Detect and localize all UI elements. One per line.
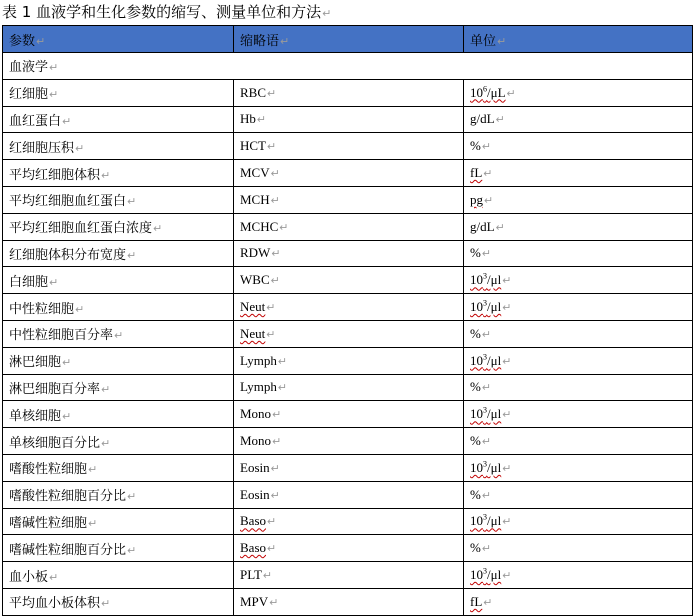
paragraph-mark-icon: ↵ <box>483 168 493 181</box>
parameter-name: 平均红细胞血红蛋白浓度 <box>9 221 153 237</box>
abbreviation-cell <box>234 481 464 508</box>
paragraph-mark-icon: ↵ <box>506 87 516 100</box>
unit-base: g/dL <box>470 218 495 234</box>
paragraph-mark-icon: ↵ <box>127 490 137 504</box>
unit-exponent: 3 <box>483 298 487 308</box>
abbreviation: Mono <box>240 406 272 422</box>
table-row <box>3 320 693 347</box>
parameter-name: 嗜碱性粒细胞百分比 <box>9 542 127 558</box>
unit-exponent: 3 <box>483 513 487 523</box>
abbreviation: Eosin <box>240 459 270 475</box>
parameters-table <box>2 25 693 616</box>
abbreviation-cell <box>234 106 464 133</box>
unit <box>470 379 481 394</box>
parameter-cell <box>3 240 234 267</box>
unit-base: pg <box>470 191 483 207</box>
parameter-cell <box>3 347 234 374</box>
abbreviation: HCT <box>240 138 266 154</box>
unit <box>470 138 481 153</box>
parameter-cell <box>3 374 234 401</box>
table-row <box>3 374 693 401</box>
parameter-name: 嗜酸性粒细胞 <box>9 462 88 478</box>
paragraph-mark-icon: ↵ <box>495 221 505 234</box>
paragraph-mark-icon: ↵ <box>481 328 492 341</box>
table-row <box>3 535 693 562</box>
parameter-name: 淋巴细胞 <box>9 355 62 371</box>
unit-cell <box>464 106 693 133</box>
unit-base: % <box>470 245 481 261</box>
unit-base: 10 <box>470 406 483 422</box>
paragraph-mark-icon: ↵ <box>266 302 276 315</box>
parameter-name: 血红蛋白 <box>9 113 62 129</box>
paragraph-mark-icon: ↵ <box>49 88 59 102</box>
paragraph-mark-icon: ↵ <box>114 329 124 343</box>
parameter-cell <box>3 454 234 481</box>
unit-cell <box>464 588 693 615</box>
parameter-cell <box>3 401 234 428</box>
unit-base: % <box>470 540 481 556</box>
paragraph-mark-icon: ↵ <box>262 570 273 583</box>
unit-exponent: 3 <box>483 352 487 362</box>
unit-cell <box>464 454 693 481</box>
unit <box>470 406 501 421</box>
abbreviation-cell <box>234 508 464 535</box>
abbreviation-cell <box>234 535 464 562</box>
unit-base: 10 <box>470 567 483 583</box>
unit-base: 10 <box>470 84 483 100</box>
unit-suffix: /μL <box>487 84 506 100</box>
unit-suffix: /μl <box>487 352 502 368</box>
abbreviation-cell <box>234 213 464 240</box>
unit-cell <box>464 535 693 562</box>
paragraph-mark-icon: ↵ <box>36 34 46 48</box>
section-row-hematology <box>3 53 693 80</box>
paragraph-mark-icon: ↵ <box>280 34 290 48</box>
table-row <box>3 267 693 294</box>
unit <box>470 487 481 502</box>
unit <box>470 326 481 341</box>
unit-base: fL <box>470 165 483 181</box>
unit-cell <box>464 508 693 535</box>
header-cell-abbreviation: 缩略语↵ <box>234 26 464 53</box>
abbreviation-cell <box>234 374 464 401</box>
paragraph-mark-icon: ↵ <box>502 409 512 422</box>
paragraph-mark-icon: ↵ <box>271 248 281 261</box>
paragraph-mark-icon: ↵ <box>101 436 111 450</box>
unit-base: % <box>470 138 481 154</box>
abbreviation: MCHC <box>240 218 279 234</box>
abbreviation: MPV <box>240 593 269 609</box>
paragraph-mark-icon: ↵ <box>88 516 98 530</box>
parameter-cell <box>3 267 234 294</box>
abbreviation-cell <box>234 588 464 615</box>
table-row <box>3 562 693 589</box>
paragraph-mark-icon: ↵ <box>62 356 72 370</box>
unit-cell <box>464 320 693 347</box>
parameter-cell <box>3 588 234 615</box>
paragraph-mark-icon: ↵ <box>502 275 512 288</box>
paragraph-mark-icon: ↵ <box>502 462 512 475</box>
abbreviation: Hb <box>240 111 256 127</box>
abbreviation: Eosin <box>240 486 270 502</box>
paragraph-mark-icon: ↵ <box>502 302 512 315</box>
parameter-name: 中性粒细胞 <box>9 301 75 317</box>
paragraph-mark-icon: ↵ <box>502 516 512 529</box>
paragraph-mark-icon: ↵ <box>49 275 59 289</box>
parameter-cell <box>3 508 234 535</box>
parameter-cell <box>3 213 234 240</box>
unit-base: 10 <box>470 299 483 315</box>
unit-cell <box>464 186 693 213</box>
parameter-name: 红细胞 <box>9 87 49 103</box>
unit-cell <box>464 294 693 321</box>
paragraph-mark-icon: ↵ <box>322 7 332 20</box>
parameter-name: 红细胞压积 <box>9 140 75 156</box>
unit-cell <box>464 267 693 294</box>
abbreviation: Mono <box>240 433 272 449</box>
unit-base: % <box>470 325 481 341</box>
paragraph-mark-icon: ↵ <box>481 382 492 395</box>
paragraph-mark-icon: ↵ <box>279 221 289 234</box>
paragraph-mark-icon: ↵ <box>267 141 277 154</box>
unit-cell <box>464 428 693 455</box>
header-cell-unit: 单位↵ <box>464 26 693 53</box>
paragraph-mark-icon: ↵ <box>277 382 288 395</box>
abbreviation-cell <box>234 160 464 187</box>
paragraph-mark-icon: ↵ <box>277 355 288 368</box>
paragraph-mark-icon: ↵ <box>270 489 280 502</box>
abbreviation-cell <box>234 428 464 455</box>
abbreviation-cell <box>234 186 464 213</box>
unit <box>470 85 506 100</box>
parameter-name: 白细胞 <box>9 274 49 290</box>
paragraph-mark-icon: ↵ <box>481 489 492 502</box>
paragraph-mark-icon: ↵ <box>483 596 493 609</box>
unit-base: 10 <box>470 513 483 529</box>
abbreviation: Lymph <box>240 352 277 368</box>
abbreviation: Neut <box>240 325 266 341</box>
paragraph-mark-icon: ↵ <box>269 596 279 609</box>
unit <box>470 567 501 582</box>
unit-base: 10 <box>470 352 483 368</box>
table-row <box>3 401 693 428</box>
paragraph-mark-icon: ↵ <box>270 194 280 207</box>
paragraph-mark-icon: ↵ <box>49 61 59 75</box>
table-row <box>3 186 693 213</box>
paragraph-mark-icon: ↵ <box>101 382 111 396</box>
paragraph-mark-icon: ↵ <box>267 543 277 556</box>
parameter-name: 淋巴细胞百分率 <box>9 381 101 397</box>
paragraph-mark-icon: ↵ <box>267 516 277 529</box>
unit-cell <box>464 160 693 187</box>
abbreviation-cell <box>234 454 464 481</box>
paragraph-mark-icon: ↵ <box>481 436 492 449</box>
paragraph-mark-icon: ↵ <box>270 275 280 288</box>
unit-exponent: 6 <box>483 84 487 94</box>
unit-base: % <box>470 379 481 395</box>
header-cell-parameter: 参数↵ <box>3 26 234 53</box>
parameter-cell <box>3 428 234 455</box>
parameter-name: 中性粒细胞百分率 <box>9 328 114 344</box>
unit <box>470 513 501 528</box>
parameter-name: 单核细胞百分比 <box>9 435 101 451</box>
unit-suffix: /μl <box>487 513 502 529</box>
parameter-cell <box>3 186 234 213</box>
paragraph-mark-icon: ↵ <box>256 114 267 127</box>
parameter-name: 嗜酸性粒细胞百分比 <box>9 489 127 505</box>
unit <box>470 353 501 368</box>
unit <box>470 111 495 126</box>
unit-suffix: /μl <box>487 459 502 475</box>
paragraph-mark-icon: ↵ <box>75 141 85 155</box>
table-row <box>3 508 693 535</box>
unit-base: g/dL <box>470 111 495 127</box>
unit <box>470 219 495 234</box>
abbreviation-cell <box>234 401 464 428</box>
unit-base: fL <box>470 593 483 609</box>
table-row <box>3 294 693 321</box>
table-row <box>3 454 693 481</box>
unit-base: 10 <box>470 272 483 288</box>
paragraph-mark-icon: ↵ <box>481 543 492 556</box>
paragraph-mark-icon: ↵ <box>49 570 59 584</box>
unit <box>470 299 501 314</box>
table-row <box>3 481 693 508</box>
unit <box>470 460 501 475</box>
abbreviation-cell <box>234 320 464 347</box>
table-row <box>3 160 693 187</box>
paragraph-mark-icon: ↵ <box>484 194 494 207</box>
parameter-name: 红细胞体积分布宽度 <box>9 247 127 263</box>
parameter-cell <box>3 133 234 160</box>
paragraph-mark-icon: ↵ <box>272 409 282 422</box>
table-row <box>3 213 693 240</box>
paragraph-mark-icon: ↵ <box>101 168 111 182</box>
unit <box>470 165 482 180</box>
paragraph-mark-icon: ↵ <box>497 34 507 48</box>
unit-exponent: 3 <box>483 271 487 281</box>
abbreviation: RDW <box>240 245 271 261</box>
unit-cell <box>464 240 693 267</box>
unit-cell <box>464 562 693 589</box>
table-row <box>3 106 693 133</box>
abbreviation: MCV <box>240 165 270 181</box>
unit <box>470 433 481 448</box>
paragraph-mark-icon: ↵ <box>75 302 85 316</box>
unit-cell <box>464 374 693 401</box>
paragraph-mark-icon: ↵ <box>270 462 280 475</box>
paragraph-mark-icon: ↵ <box>502 570 512 583</box>
unit-exponent: 3 <box>483 405 487 415</box>
parameter-name: 平均红细胞体积 <box>9 167 101 183</box>
abbreviation-cell <box>234 79 464 106</box>
unit-cell <box>464 79 693 106</box>
unit-base: % <box>470 486 481 502</box>
abbreviation: Lymph <box>240 379 277 395</box>
paragraph-mark-icon: ↵ <box>481 248 492 261</box>
paragraph-mark-icon: ↵ <box>502 355 512 368</box>
unit <box>470 594 482 609</box>
abbreviation: MCH <box>240 191 270 207</box>
unit-base: 10 <box>470 459 483 475</box>
paragraph-mark-icon: ↵ <box>62 409 72 423</box>
paragraph-mark-icon: ↵ <box>101 597 111 611</box>
parameter-cell <box>3 106 234 133</box>
abbreviation-cell <box>234 562 464 589</box>
abbreviation-cell <box>234 347 464 374</box>
abbreviation: PLT <box>240 567 262 583</box>
unit <box>470 272 501 287</box>
section-cell: 血液学↵ <box>3 53 693 80</box>
table-row <box>3 79 693 106</box>
parameter-name: 平均红细胞血红蛋白 <box>9 194 127 210</box>
abbreviation: Neut <box>240 299 266 315</box>
parameter-cell <box>3 535 234 562</box>
paragraph-mark-icon: ↵ <box>266 328 276 341</box>
table-caption <box>2 1 331 25</box>
parameter-cell <box>3 79 234 106</box>
unit <box>470 245 481 260</box>
abbreviation: RBC <box>240 84 267 100</box>
paragraph-mark-icon: ↵ <box>270 168 280 181</box>
abbreviation: Baso <box>240 540 266 556</box>
table-row <box>3 240 693 267</box>
unit-exponent: 3 <box>483 459 487 469</box>
parameter-name: 单核细胞 <box>9 408 62 424</box>
unit <box>470 540 481 555</box>
paragraph-mark-icon: ↵ <box>153 222 163 236</box>
unit-cell <box>464 481 693 508</box>
abbreviation: WBC <box>240 272 270 288</box>
paragraph-mark-icon: ↵ <box>127 248 137 262</box>
paragraph-mark-icon: ↵ <box>272 436 282 449</box>
unit-cell <box>464 213 693 240</box>
unit-suffix: /μl <box>487 567 502 583</box>
paragraph-mark-icon: ↵ <box>88 463 98 477</box>
abbreviation-cell <box>234 240 464 267</box>
paragraph-mark-icon: ↵ <box>127 195 137 209</box>
abbreviation-cell <box>234 267 464 294</box>
paragraph-mark-icon: ↵ <box>481 141 492 154</box>
parameter-name: 平均血小板体积 <box>9 596 101 612</box>
unit-base: % <box>470 433 481 449</box>
unit-cell <box>464 133 693 160</box>
unit <box>470 192 483 207</box>
parameter-cell <box>3 481 234 508</box>
parameter-cell <box>3 562 234 589</box>
abbreviation-cell <box>234 294 464 321</box>
caption-text: 表 1 血液学和生化参数的缩写、测量单位和方法 <box>2 3 322 21</box>
parameter-name: 嗜碱性粒细胞 <box>9 515 88 531</box>
paragraph-mark-icon: ↵ <box>62 114 72 128</box>
parameter-cell <box>3 160 234 187</box>
table-row <box>3 133 693 160</box>
unit-exponent: 3 <box>483 566 487 576</box>
table-row <box>3 347 693 374</box>
unit-suffix: /μl <box>487 406 502 422</box>
abbreviation: Baso <box>240 513 266 529</box>
parameter-cell <box>3 320 234 347</box>
abbreviation-cell <box>234 133 464 160</box>
table-row <box>3 428 693 455</box>
table-header-row <box>3 26 693 53</box>
paragraph-mark-icon: ↵ <box>495 114 505 127</box>
parameter-name: 血小板 <box>9 569 49 585</box>
parameter-cell <box>3 294 234 321</box>
unit-suffix: /μl <box>487 299 502 315</box>
unit-cell <box>464 347 693 374</box>
unit-cell <box>464 401 693 428</box>
paragraph-mark-icon: ↵ <box>127 543 137 557</box>
table-row <box>3 588 693 615</box>
unit-suffix: /μl <box>487 272 502 288</box>
paragraph-mark-icon: ↵ <box>267 87 277 100</box>
